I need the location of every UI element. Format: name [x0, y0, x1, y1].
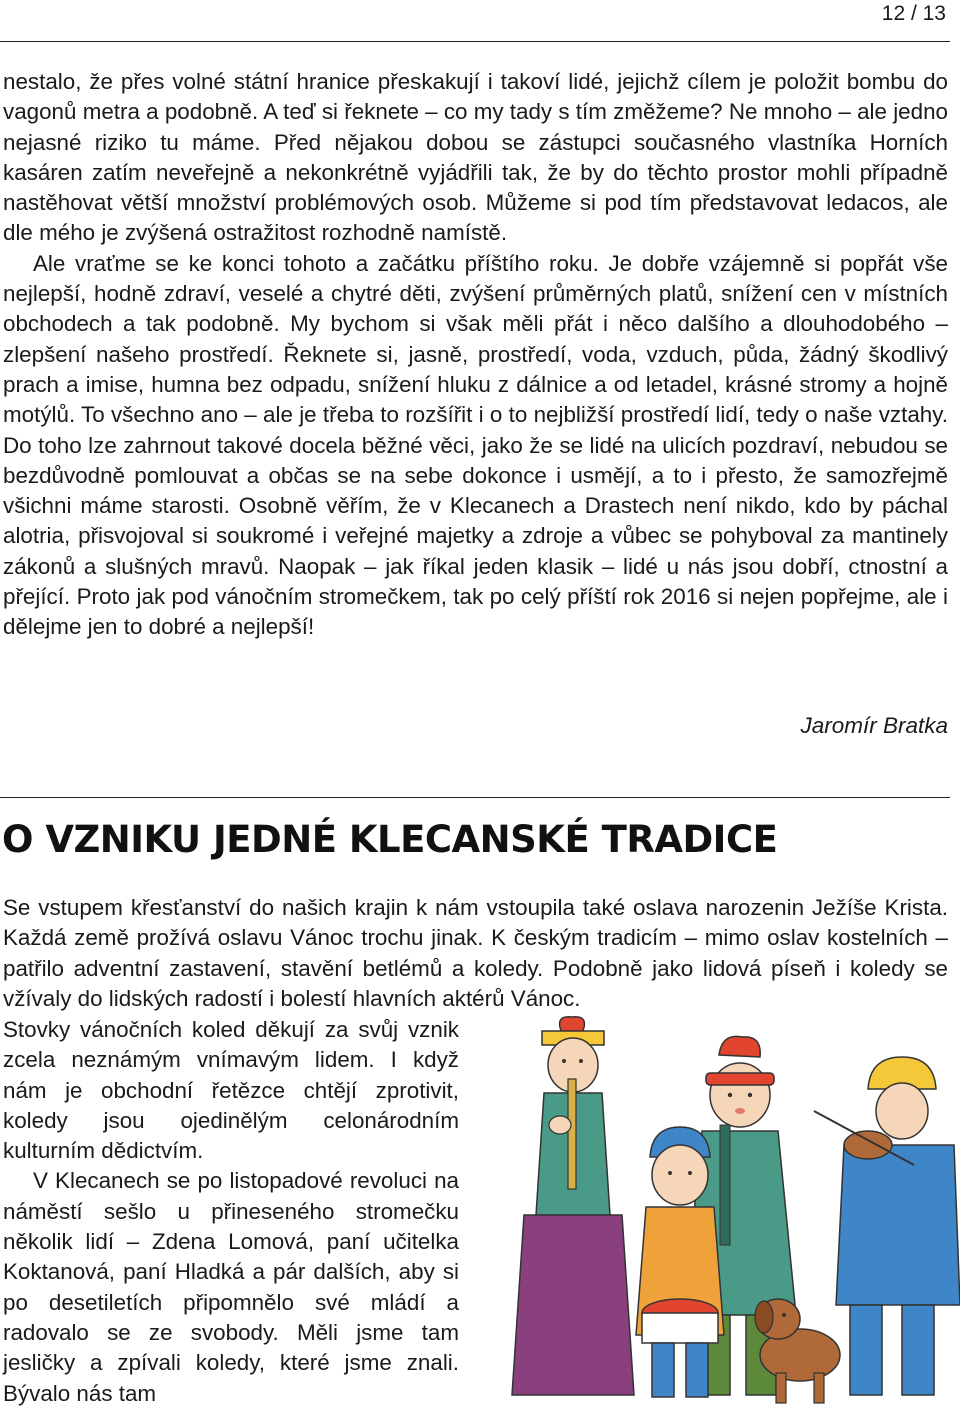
article-column	[3, 1015, 459, 1409]
article-title: O VZNIKU JEDNÉ KLECANSKÉ TRADICE	[2, 818, 778, 861]
article-lead	[3, 893, 948, 1014]
intro-text	[3, 67, 948, 643]
section-divider	[0, 797, 950, 798]
column-paragraph: Stovky vánočních koled děkují za svůj vznik zcela neznámým vnímavým lidem. I když nám je obchodní řetězce chtějí zprotivit, koledy jsou ojedinělým celonárodním kulturním dědictvím.	[3, 1017, 459, 1164]
author-signature: Jaromír Bratka	[800, 713, 948, 738]
carolers-illustration	[484, 1015, 960, 1412]
intro-paragraph: Ale vraťme se ke konci tohoto a začátku příštího roku. Je dobře vzájemně si popřát vše nejlepší, hodně zdraví, veselé a chytré děti, zvýšení průměrných platů, snížení cen v místních obchodech a tak podobně. My bychom si však měli přát i něco dalšího a dlouhodobého – zlepšení našeho prostředí. Řeknete si, jasně, prostředí, voda, vzduch, půda, žádný škodlivý prach a imise, humna bez odpadu, snížení hluku z dálnice a od letadel, krásné stromy a hojně motýlů. To všechno ano – ale je třeba to rozšířit i o to nejbližší prostředí lidí, tedy o naše vztahy. Do toho lze zahrnout takové docela běžné věci, jako že se lidé na ulicích pozdraví, nebudou se bezdůvodně pomlouvat a občas se na sebe dokonce i usmějí, a to i přesto, že samozřejmě všichni máme starosti. Osobně věřím, že v Klecanech a Drastech není nikdo, kdo by páchal alotria, přisvojoval si soukromé i veřejné majetky a zdroje a vůbec se pohyboval za mantinely zákonů a slušných mravů. Naopak – jak říkal jeden klasik – lidé u nás jsou dobří, ctnostní a přející. Proto jak pod vánočním stromečkem, tak po celý příští rok 2016 si nejen popřejme, ale i dělejme jen to dobré a nejlepší!	[3, 250, 948, 640]
page-number: 12 / 13	[881, 2, 946, 25]
lead-paragraph: Se vstupem křesťanství do našich krajin k nám vstoupila také oslava narozenin Ježíše Krista. Každá země prožívá oslavu Vánoc trochu jinak. K českým tradicím – mimo oslav kostelních – patřilo adventní zastavení, stavění betlémů a koledy. Podobně jako lidová píseň i koledy se vžívaly do lidských radostí i bolestí hlavních aktérů Vánoc.	[3, 895, 948, 1011]
girl-with-flute	[512, 1017, 634, 1395]
column-paragraph: V Klecanech se po listopadové revoluci na náměstí sešlo u přineseného stromečku několik lidí – Zdena Lomová, paní učitelka Koktanová, paní Hladká a pár dalších, aby si po desetiletích připomnělo své mládí a radovalo se ze svobody. Měli jsme tam jesličky a zpívali koledy, které jsme znali. Bývalo nás tam	[3, 1168, 459, 1406]
intro-paragraph: nestalo, že přes volné státní hranice přeskakují i takoví lidé, jejichž cílem je položit bombu do vagonů metra a podobně. A teď si řeknete – co my tady s tím změžeme? Ne mnoho – ale jedno nejasné riziko tu máme. Před nějakou dobou se zástupci současného vlastníka Horních kasáren zatím neveřejně a nekonkrétně vyjádřili tak, že by do těchto prostor mohli případně nastěhovat větší množství problémových osob. Můžeme si pod tím představovat ledacos, ale dle mého je zvýšená ostražitost rozhodně namístě.	[3, 69, 948, 246]
header-rule	[0, 41, 950, 42]
